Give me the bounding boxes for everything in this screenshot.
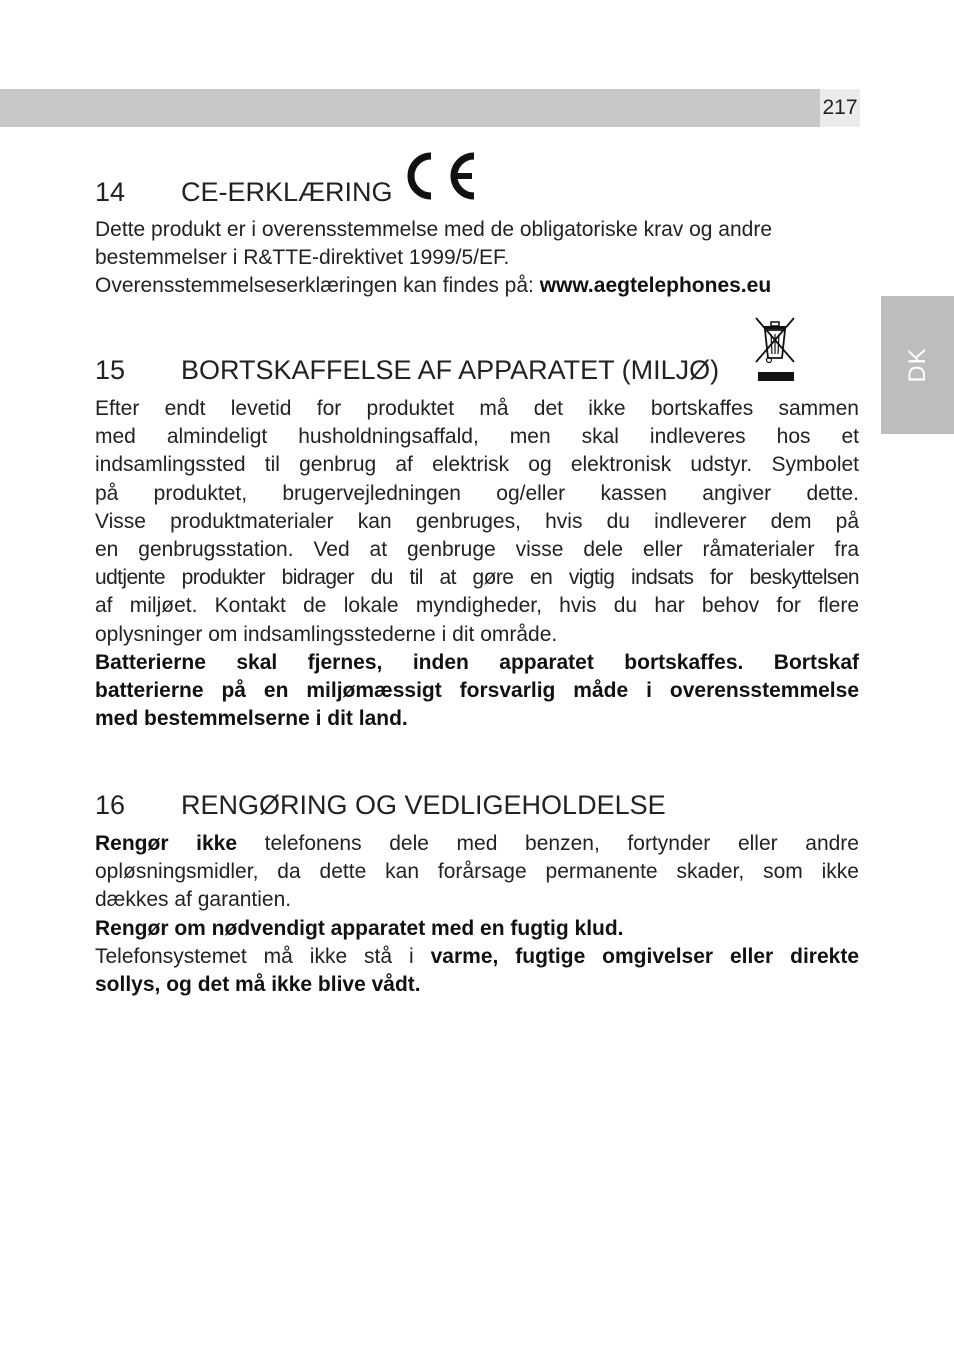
text-line: af miljøet. Kontakt de lokale myndigheder, hvis du har behov for flere: [95, 594, 859, 618]
text-line: oplysninger om indsamlingsstederne i dit område.: [95, 622, 558, 646]
text-line: indsamlingssted til genbrug af elektrisk og elektronisk udstyr. Symbolet: [95, 453, 859, 477]
text-line: opløsningsmidler, da dette kan forårsage permanente skader, som ikke: [95, 860, 859, 884]
placement-warning-bold: sollys, og det må ikke blive vådt.: [95, 973, 421, 997]
text-span: Telefonsystemet må ikke stå i: [95, 944, 431, 968]
section-title: CE-ERKLÆRING: [181, 177, 393, 207]
text-line: en genbrugsstation. Ved at genbruge visse dele eller råmaterialer fra: [95, 538, 859, 562]
declaration-line: [95, 272, 859, 300]
battery-warning-line: batterierne på en miljømæssigt forsvarlig måde i overensstemmelse: [95, 679, 859, 703]
ce-mark-icon: [400, 150, 480, 202]
placement-warning-line: [95, 943, 859, 971]
section-14-body: [95, 216, 859, 301]
text-line: dækkes af garantien.: [95, 888, 292, 912]
placement-warning-bold: varme, fugtige omgivelser eller direkte: [430, 944, 859, 968]
text-span: telefonens dele med benzen, fortynder eller andre: [237, 832, 859, 855]
declaration-prefix: Overensstemmelseserklæringen kan findes på:: [95, 274, 540, 298]
section-16-body: [95, 830, 859, 999]
battery-warning-line: med bestemmelserne i dit land.: [95, 707, 408, 731]
section-15-body: [95, 395, 859, 733]
text-line: Efter endt levetid for produktet må det ikke bortskaffes sammen: [95, 397, 859, 420]
text-line: Dette produkt er i overensstemmelse med de obligatoriske krav og andre: [95, 218, 773, 241]
cleaning-instruction: Rengør om nødvendigt apparatet med en fugtig klud.: [95, 916, 624, 940]
text-line: bestemmelser i R&TTE-direktivet 1999/5/EF.: [95, 246, 510, 270]
battery-warning-line: Batterierne skal fjernes, inden apparatet bortskaffes. Bortskaf: [95, 650, 859, 674]
section-16-heading: [95, 789, 666, 821]
text-line: Visse produktmaterialer kan genbruges, hvis du indleverer dem på: [95, 509, 859, 533]
website-link[interactable]: www.aegtelephones.eu: [539, 274, 772, 298]
cleaning-warning-bold: Rengør ikke: [95, 832, 238, 855]
header-bar: [0, 89, 820, 127]
language-tab-label: DK: [903, 347, 931, 383]
cleaning-warning-line: [95, 830, 859, 858]
section-number: 14: [95, 177, 126, 207]
section-15-heading: [95, 354, 719, 386]
section-title: RENGØRING OG VEDLIGEHOLDELSE: [181, 790, 666, 820]
language-tab: [881, 296, 954, 434]
section-number: 15: [95, 355, 126, 385]
weee-crossed-bin-icon: [752, 314, 798, 384]
text-line: udtjente produkter bidrager du til at gøre en vigtig indsats for beskyttelsen: [95, 566, 859, 590]
section-number: 16: [95, 790, 126, 820]
section-title: BORTSKAFFELSE AF APPARATET (MILJØ): [181, 355, 720, 385]
section-14-heading: [95, 176, 393, 208]
text-line: med almindeligt husholdningsaffald, men skal indleveres hos et: [95, 425, 859, 449]
page-number: 217: [820, 89, 860, 127]
text-line: på produktet, brugervejledningen og/eller kassen angiver dette.: [95, 481, 859, 505]
